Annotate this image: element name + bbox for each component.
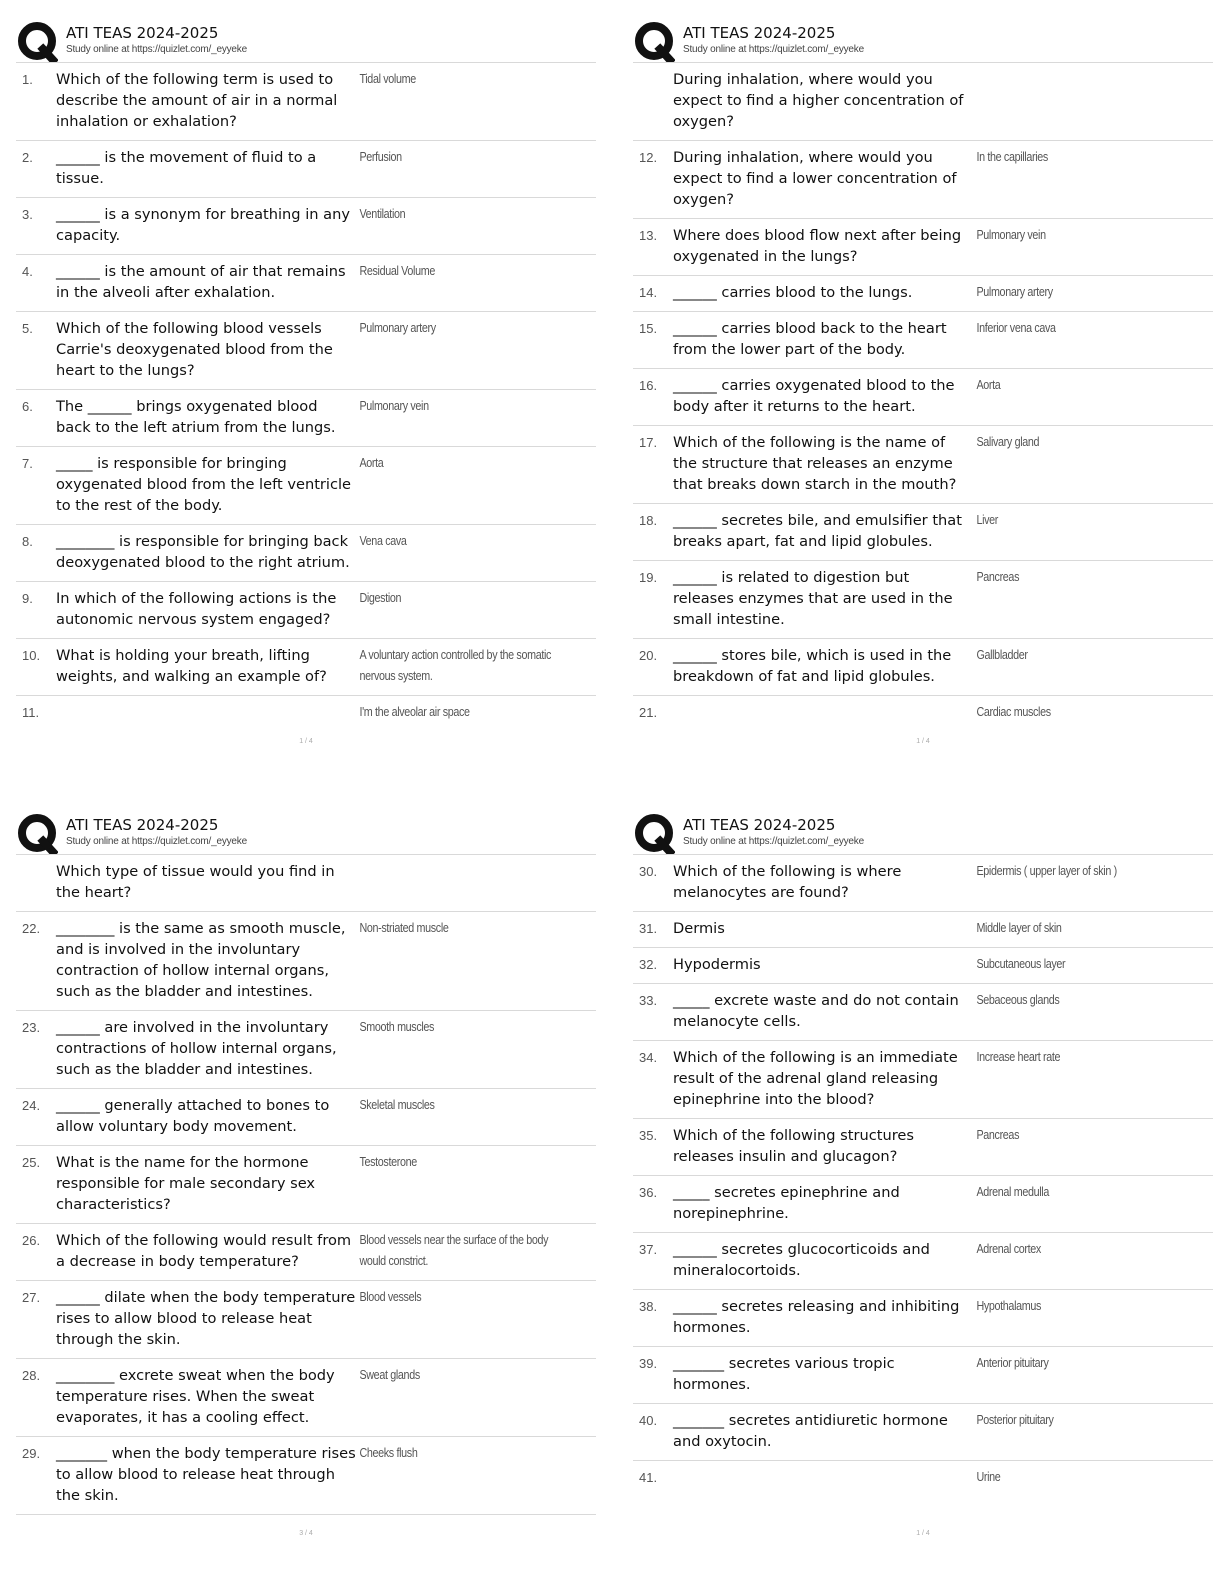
- list-item: [633, 62, 1213, 141]
- item-number: 8.: [22, 534, 33, 549]
- list-item: [633, 369, 1213, 426]
- list-item: [633, 639, 1213, 696]
- item-answer: Pulmonary artery: [976, 285, 1053, 299]
- list-item: [633, 948, 1213, 984]
- item-question: ______ secretes releasing and inhibiting hormones.: [673, 1298, 960, 1336]
- item-number: 6.: [22, 399, 33, 414]
- item-answer: Ventilation: [359, 207, 406, 221]
- list-item: [16, 1224, 596, 1281]
- item-question: ______ is the amount of air that remains in the alveoli after exhalation.: [56, 263, 346, 301]
- item-question: ______ generally attached to bones to allow voluntary body movement.: [56, 1097, 330, 1135]
- page-subtitle: Study online at https://quizlet.com/_eyyeke: [66, 836, 247, 847]
- item-question: Which of the following is where melanocytes are found?: [673, 863, 902, 901]
- quizlet-logo-icon: [18, 814, 58, 854]
- item-number: 5.: [22, 321, 33, 336]
- page-title: ATI TEAS 2024-2025: [66, 816, 219, 834]
- list-item: [16, 1437, 596, 1515]
- item-question: _______ when the body temperature rises to allow blood to release heat through the skin.: [56, 1445, 356, 1504]
- item-question: Which of the following would result from a decrease in body temperature?: [56, 1232, 352, 1270]
- item-question: ______ dilate when the body temperature rises to allow blood to release heat through the skin.: [56, 1289, 356, 1348]
- item-answer: Digestion: [359, 591, 402, 605]
- list-item: [633, 1176, 1213, 1233]
- item-question: Which of the following blood vessels Carrie's deoxygenated blood from the heart to the lungs?: [56, 320, 333, 379]
- item-answer: Pulmonary artery: [359, 321, 436, 335]
- item-answer: Adrenal medulla: [976, 1185, 1049, 1199]
- list-item: [16, 1359, 596, 1437]
- item-number: 17.: [639, 435, 658, 450]
- item-question: ______ carries oxygenated blood to the body after it returns to the heart.: [673, 377, 955, 415]
- page-3: [16, 812, 596, 1537]
- page-subtitle: Study online at https://quizlet.com/_eyyeke: [683, 44, 864, 55]
- item-answer: Sweat glands: [359, 1368, 420, 1382]
- list-item: [633, 1041, 1213, 1119]
- page-title: ATI TEAS 2024-2025: [66, 24, 219, 42]
- item-number: 16.: [639, 378, 658, 393]
- item-number: 37.: [639, 1242, 658, 1257]
- item-number: 28.: [22, 1368, 41, 1383]
- item-number: 1.: [22, 72, 33, 87]
- item-question: In which of the following actions is the autonomic nervous system engaged?: [56, 590, 337, 628]
- page-4: [633, 812, 1213, 1537]
- item-number: 14.: [639, 285, 658, 300]
- list-item: [633, 912, 1213, 948]
- page-header: [633, 20, 1213, 62]
- item-answer: Tidal volume: [359, 72, 416, 86]
- item-number: 23.: [22, 1020, 41, 1035]
- page-number: 3 / 4: [299, 1530, 313, 1537]
- item-question: Where does blood flow next after being oxygenated in the lungs?: [673, 227, 962, 265]
- item-question: ________ excrete sweat when the body temperature rises. When the sweat evaporates, it has a cooling effect.: [56, 1367, 335, 1426]
- item-question: ______ are involved in the involuntary contractions of hollow internal organs, such as the bladder and intestines.: [56, 1019, 337, 1078]
- list-item: [16, 696, 596, 731]
- item-question: ______ is the movement of fluid to a tissue.: [56, 149, 317, 187]
- list-item: [16, 525, 596, 582]
- item-answer: Vena cava: [359, 534, 407, 548]
- list-item: [633, 426, 1213, 504]
- page-subtitle: Study online at https://quizlet.com/_eyyeke: [66, 44, 247, 55]
- item-answer: A voluntary action controlled by the somatic nervous system.: [359, 648, 552, 683]
- item-answer: Sebaceous glands: [976, 993, 1060, 1007]
- item-number: 24.: [22, 1098, 41, 1113]
- item-number: 25.: [22, 1155, 41, 1170]
- item-number: 36.: [639, 1185, 658, 1200]
- flashcard-list: [16, 854, 596, 1515]
- item-question: _____ excrete waste and do not contain melanocyte cells.: [673, 992, 959, 1030]
- list-item: [633, 984, 1213, 1041]
- list-item: [16, 141, 596, 198]
- item-question: ________ is responsible for bringing back deoxygenated blood to the right atrium.: [56, 533, 350, 571]
- item-question: ______ carries blood back to the heart from the lower part of the body.: [673, 320, 947, 358]
- quizlet-logo-icon: [635, 814, 675, 854]
- item-answer: Pulmonary vein: [359, 399, 429, 413]
- item-answer: Aorta: [976, 378, 1001, 392]
- item-answer: In the capillaries: [976, 150, 1048, 164]
- item-question: _______ secretes antidiuretic hormone and oxytocin.: [673, 1412, 948, 1450]
- list-item: [633, 696, 1213, 731]
- item-answer: Liver: [976, 513, 999, 527]
- item-question: ______ is a synonym for breathing in any capacity.: [56, 206, 350, 244]
- item-number: 15.: [639, 321, 658, 336]
- item-question: _____ is responsible for bringing oxygenated blood from the left ventricle to the rest of the body.: [56, 455, 352, 514]
- item-question: The ______ brings oxygenated blood back to the left atrium from the lungs.: [56, 398, 336, 436]
- item-number: 22.: [22, 921, 41, 936]
- page-subtitle: Study online at https://quizlet.com/_eyyeke: [683, 836, 864, 847]
- item-answer: I'm the alveolar air space: [359, 705, 470, 719]
- item-number: 3.: [22, 207, 33, 222]
- item-number: 26.: [22, 1233, 41, 1248]
- item-question: ______ carries blood to the lungs.: [673, 284, 913, 301]
- item-question: Which of the following is an immediate result of the adrenal gland releasing epinephrine into the blood?: [673, 1049, 958, 1108]
- item-number: 31.: [639, 921, 658, 936]
- page-title: ATI TEAS 2024-2025: [683, 816, 836, 834]
- item-answer: Pulmonary vein: [976, 228, 1046, 242]
- list-item: [633, 1233, 1213, 1290]
- item-question: During inhalation, where would you expect to find a lower concentration of oxygen?: [673, 149, 957, 208]
- item-answer: Blood vessels near the surface of the body would constrict.: [359, 1233, 549, 1268]
- list-item: [633, 1404, 1213, 1461]
- list-item: [633, 312, 1213, 369]
- item-answer: Non-striated muscle: [359, 921, 449, 935]
- item-answer: Urine: [976, 1470, 1001, 1484]
- item-answer: Smooth muscles: [359, 1020, 435, 1034]
- item-answer: Perfusion: [359, 150, 402, 164]
- list-item: [16, 854, 596, 912]
- list-item: [16, 1146, 596, 1224]
- item-question: ______ secretes glucocorticoids and mineralocortoids.: [673, 1241, 930, 1279]
- item-answer: Aorta: [359, 456, 384, 470]
- item-number: 21.: [639, 705, 658, 720]
- item-answer: Posterior pituitary: [976, 1413, 1054, 1427]
- item-question: Which of the following structures releases insulin and glucagon?: [673, 1127, 915, 1165]
- item-number: 19.: [639, 570, 658, 585]
- item-answer: Subcutaneous layer: [976, 957, 1066, 971]
- item-question: Hypodermis: [673, 956, 761, 973]
- item-question: ______ secretes bile, and emulsifier that breaks apart, fat and lipid globules.: [673, 512, 962, 550]
- item-number: 40.: [639, 1413, 658, 1428]
- list-item: [16, 312, 596, 390]
- quizlet-logo-icon: [635, 22, 675, 62]
- item-answer: Inferior vena cava: [976, 321, 1056, 335]
- page-header: [633, 812, 1213, 854]
- item-answer: Testosterone: [359, 1155, 417, 1169]
- list-item: [633, 561, 1213, 639]
- list-item: [633, 1290, 1213, 1347]
- list-item: [16, 390, 596, 447]
- flashcard-list: [633, 854, 1213, 1496]
- list-item: [633, 141, 1213, 219]
- item-number: 10.: [22, 648, 41, 663]
- item-number: 20.: [639, 648, 658, 663]
- item-number: 18.: [639, 513, 658, 528]
- list-item: [16, 1011, 596, 1089]
- list-item: [16, 582, 596, 639]
- flashcard-list: [633, 62, 1213, 731]
- item-answer: Skeletal muscles: [359, 1098, 435, 1112]
- item-question: Which type of tissue would you find in the heart?: [56, 863, 335, 901]
- page-header: [16, 812, 596, 854]
- item-answer: Anterior pituitary: [976, 1356, 1049, 1370]
- item-number: 35.: [639, 1128, 658, 1143]
- list-item: [633, 219, 1213, 276]
- list-item: [633, 504, 1213, 561]
- item-answer: Blood vessels: [359, 1290, 422, 1304]
- list-item: [16, 198, 596, 255]
- item-number: 29.: [22, 1446, 41, 1461]
- list-item: [16, 1089, 596, 1146]
- item-number: 13.: [639, 228, 658, 243]
- item-question: During inhalation, where would you expect to find a higher concentration of oxygen?: [673, 71, 964, 130]
- item-answer: Salivary gland: [976, 435, 1040, 449]
- quizlet-logo-icon: [18, 22, 58, 62]
- page-1: [16, 20, 596, 745]
- item-number: 33.: [639, 993, 658, 1008]
- item-number: 38.: [639, 1299, 658, 1314]
- item-number: 39.: [639, 1356, 658, 1371]
- page-number: 1 / 4: [916, 1530, 930, 1537]
- item-question: Which of the following is the name of the structure that releases an enzyme that breaks down starch in the mouth?: [673, 434, 957, 493]
- list-item: [16, 447, 596, 525]
- item-answer: Gallbladder: [976, 648, 1028, 662]
- item-answer: Cardiac muscles: [976, 705, 1051, 719]
- list-item: [16, 639, 596, 696]
- item-question: What is the name for the hormone responsible for male secondary sex characteristics?: [56, 1154, 316, 1213]
- page-header: [16, 20, 596, 62]
- list-item: [633, 1119, 1213, 1176]
- list-item: [16, 912, 596, 1011]
- item-question: Which of the following term is used to describe the amount of air in a normal inhalation or exhalation?: [56, 71, 338, 130]
- page-number: 1 / 4: [299, 738, 313, 745]
- item-question: _____ secretes epinephrine and norepinephrine.: [673, 1184, 900, 1222]
- item-answer: Pancreas: [976, 1128, 1020, 1142]
- list-item: [633, 854, 1213, 912]
- item-number: 9.: [22, 591, 33, 606]
- item-answer: Hypothalamus: [976, 1299, 1042, 1313]
- item-number: 7.: [22, 456, 33, 471]
- list-item: [16, 1281, 596, 1359]
- item-number: 11.: [22, 705, 40, 720]
- item-answer: Epidermis ( upper layer of skin ): [976, 864, 1117, 878]
- item-answer: Increase heart rate: [976, 1050, 1061, 1064]
- page-2: [633, 20, 1213, 745]
- item-number: 30.: [639, 864, 658, 879]
- item-answer: Cheeks flush: [359, 1446, 418, 1460]
- item-number: 4.: [22, 264, 33, 279]
- item-number: 27.: [22, 1290, 41, 1305]
- item-question: _______ secretes various tropic hormones.: [673, 1355, 895, 1393]
- flashcard-list: [16, 62, 596, 731]
- item-question: Dermis: [673, 920, 725, 937]
- list-item: [633, 1461, 1213, 1496]
- item-number: 34.: [639, 1050, 658, 1065]
- list-item: [633, 276, 1213, 312]
- item-number: 12.: [639, 150, 658, 165]
- list-item: [16, 255, 596, 312]
- item-question: ______ is related to digestion but releases enzymes that are used in the small intestine.: [673, 569, 953, 628]
- item-question: ________ is the same as smooth muscle, and is involved in the involuntary contraction of hollow internal organs, such as the bladder and intestines.: [56, 920, 346, 1000]
- item-question: ______ stores bile, which is used in the breakdown of fat and lipid globules.: [673, 647, 952, 685]
- page-number: 1 / 4: [916, 738, 930, 745]
- item-number: 32.: [639, 957, 658, 972]
- item-answer: Pancreas: [976, 570, 1020, 584]
- item-question: What is holding your breath, lifting weights, and walking an example of?: [56, 647, 327, 685]
- item-answer: Adrenal cortex: [976, 1242, 1041, 1256]
- list-item: [633, 1347, 1213, 1404]
- item-answer: Middle layer of skin: [976, 921, 1062, 935]
- item-number: 41.: [639, 1470, 658, 1485]
- item-answer: Residual Volume: [359, 264, 435, 278]
- page-title: ATI TEAS 2024-2025: [683, 24, 836, 42]
- item-number: 2.: [22, 150, 33, 165]
- list-item: [16, 62, 596, 141]
